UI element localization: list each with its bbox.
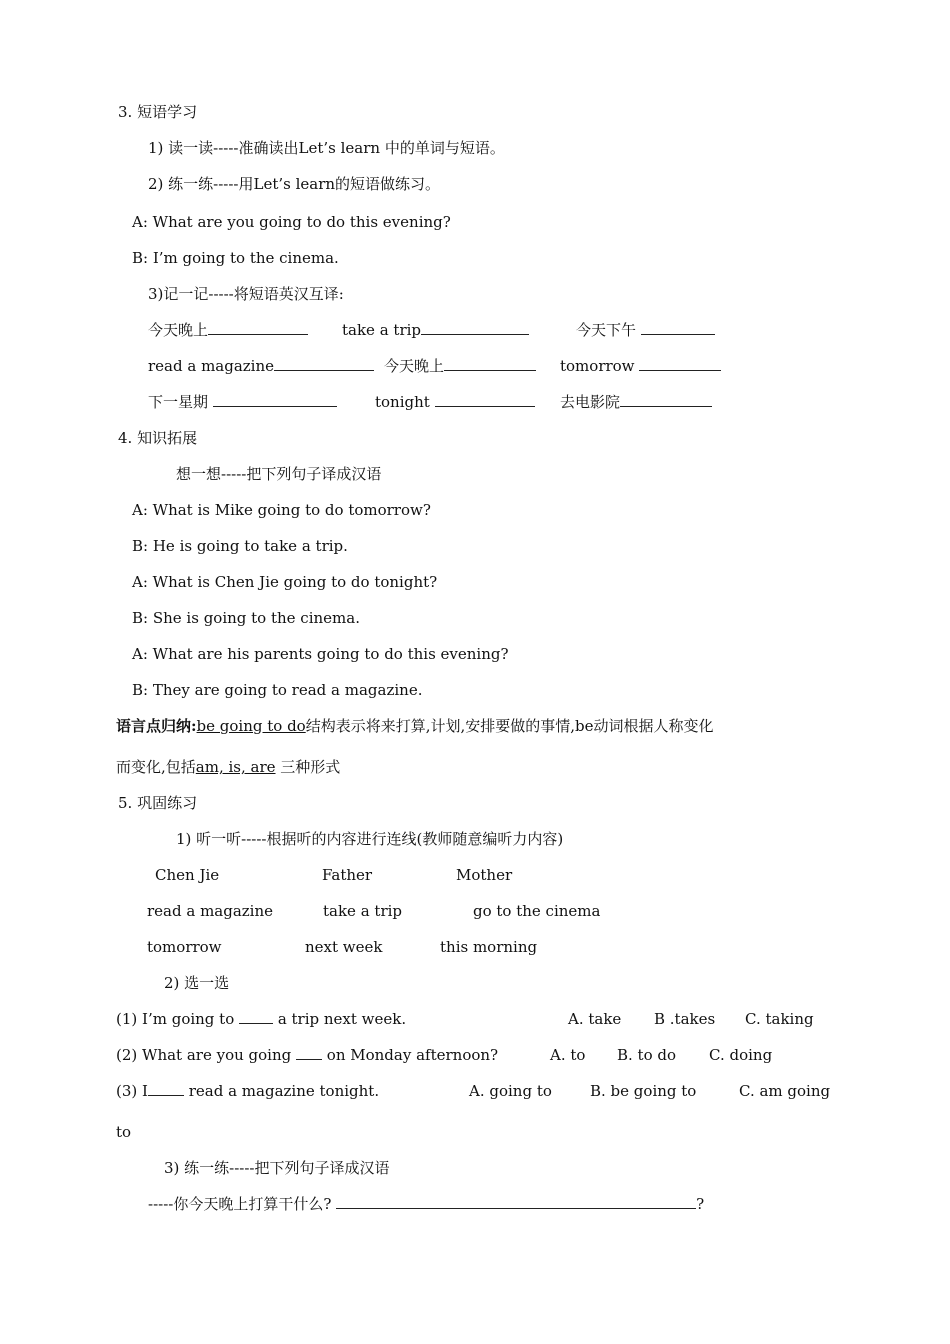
section-5-heading: 5. 巩固练习: [118, 794, 198, 812]
s4-line: B: He is going to take a trip.: [132, 537, 348, 555]
match-person: Father: [322, 866, 373, 884]
s3-item-practice: 2) 练一练-----用Let’s learn的短语做练习。: [148, 175, 441, 193]
phrase-row-1b: [342, 320, 529, 340]
s4-line: B: She is going to the cinema.: [132, 609, 360, 627]
option: A. going to: [469, 1082, 552, 1100]
phrase-row-3: [148, 392, 337, 412]
s4-intro: 想一想-----把下列句子译成汉语: [176, 465, 382, 483]
phrase-row-2c: [560, 356, 721, 376]
phrase-row-2b: [384, 356, 536, 376]
s4-line: A: What is Mike going to do tomorrow?: [132, 501, 431, 519]
phrase-row-3c: [560, 392, 712, 412]
question-2: [116, 1045, 498, 1065]
phrase: tomorrow: [560, 357, 635, 375]
grammar-forms: am, is, are: [195, 758, 276, 776]
phrase: read a magazine: [148, 357, 275, 375]
s4-line: A: What is Chen Jie going to do tonight?: [132, 573, 438, 591]
phrase: 去电影院: [560, 393, 621, 411]
grammar-line-2: [116, 757, 340, 777]
question-number: (1): [116, 1010, 138, 1028]
option: C. taking: [745, 1010, 814, 1028]
match-person: Chen Jie: [155, 866, 220, 884]
question-text: I: [142, 1082, 148, 1100]
grammar-text: 结构表示将来打算,计划,安排要做的事情,be动词根据人称变化: [305, 717, 714, 735]
question-number: (3): [116, 1082, 138, 1100]
final-suffix: ?: [696, 1195, 705, 1213]
match-activity: read a magazine: [147, 902, 274, 920]
option-wrap: to: [116, 1123, 132, 1141]
s5-translate: 3) 练一练-----把下列句子译成汉语: [164, 1159, 390, 1177]
s3-item-memorize: 3)记一记-----将短语英汉互译:: [148, 285, 344, 303]
s3-dialog-b: B: I’m going to the cinema.: [132, 249, 339, 267]
option: A. take: [568, 1010, 622, 1028]
answer-blank[interactable]: [274, 356, 374, 371]
grammar-label: 语言点归纳:: [116, 717, 197, 735]
answer-blank[interactable]: [641, 320, 715, 335]
answer-blank[interactable]: [435, 392, 535, 407]
question-text: I’m going to: [142, 1010, 235, 1028]
s5-listen: 1) 听一听-----根据听的内容进行连线(教师随意编听力内容): [176, 830, 564, 848]
answer-blank[interactable]: [620, 392, 712, 407]
section-3-heading: 3. 短语学习: [118, 103, 198, 121]
s5-choose: 2) 选一选: [164, 974, 230, 992]
match-activity: go to the cinema: [473, 902, 601, 920]
question-text: read a magazine tonight.: [183, 1082, 380, 1100]
answer-blank[interactable]: [639, 356, 721, 371]
option: A. to: [550, 1046, 586, 1064]
answer-blank[interactable]: [421, 320, 529, 335]
phrase-row-1: [148, 320, 308, 340]
grammar-line-1: [116, 716, 714, 736]
question-text: on Monday afternoon?: [326, 1046, 499, 1064]
grammar-text: 三种形式: [275, 758, 341, 776]
question-3: [116, 1081, 379, 1101]
s3-dialog-a: A: What are you going to do this evening?: [132, 213, 451, 231]
option: B .takes: [654, 1010, 716, 1028]
grammar-text: 而变化,包括: [116, 758, 196, 776]
option: C. doing: [709, 1046, 773, 1064]
match-time: this morning: [440, 938, 538, 956]
s4-line: A: What are his parents going to do this evening?: [132, 645, 509, 663]
phrase-row-1c: [576, 320, 715, 340]
answer-blank[interactable]: [239, 1009, 273, 1024]
grammar-structure: be going to do: [196, 717, 306, 735]
match-activity: take a trip: [323, 902, 403, 920]
answer-blank[interactable]: [444, 356, 536, 371]
s3-item-read: 1) 读一读-----准确读出Let’s learn 中的单词与短语。: [148, 139, 505, 157]
phrase-row-2: [148, 356, 374, 376]
answer-blank[interactable]: [296, 1045, 322, 1060]
answer-blank[interactable]: [208, 320, 308, 335]
phrase: 下一星期: [148, 393, 209, 411]
phrase: tonight: [375, 393, 430, 411]
question-text: What are you going: [142, 1046, 292, 1064]
answer-blank[interactable]: [336, 1194, 696, 1209]
phrase-row-3b: [375, 392, 535, 412]
phrase: 今天下午: [576, 321, 637, 339]
question-number: (2): [116, 1046, 138, 1064]
option: C. am going: [739, 1082, 831, 1100]
s4-line: B: They are going to read a magazine.: [132, 681, 423, 699]
phrase: 今天晚上: [384, 357, 445, 375]
answer-blank[interactable]: [213, 392, 337, 407]
phrase: 今天晚上: [148, 321, 209, 339]
phrase: take a trip: [342, 321, 422, 339]
final-question: [148, 1194, 704, 1214]
question-text: a trip next week.: [277, 1010, 407, 1028]
option: B. to do: [617, 1046, 677, 1064]
final-prompt: -----你今天晚上打算干什么?: [148, 1195, 332, 1213]
section-4-heading: 4. 知识拓展: [118, 429, 198, 447]
match-person: Mother: [456, 866, 513, 884]
match-time: tomorrow: [147, 938, 222, 956]
answer-blank[interactable]: [148, 1081, 184, 1096]
question-1: [116, 1009, 406, 1029]
match-time: next week: [305, 938, 383, 956]
option: B. be going to: [590, 1082, 697, 1100]
